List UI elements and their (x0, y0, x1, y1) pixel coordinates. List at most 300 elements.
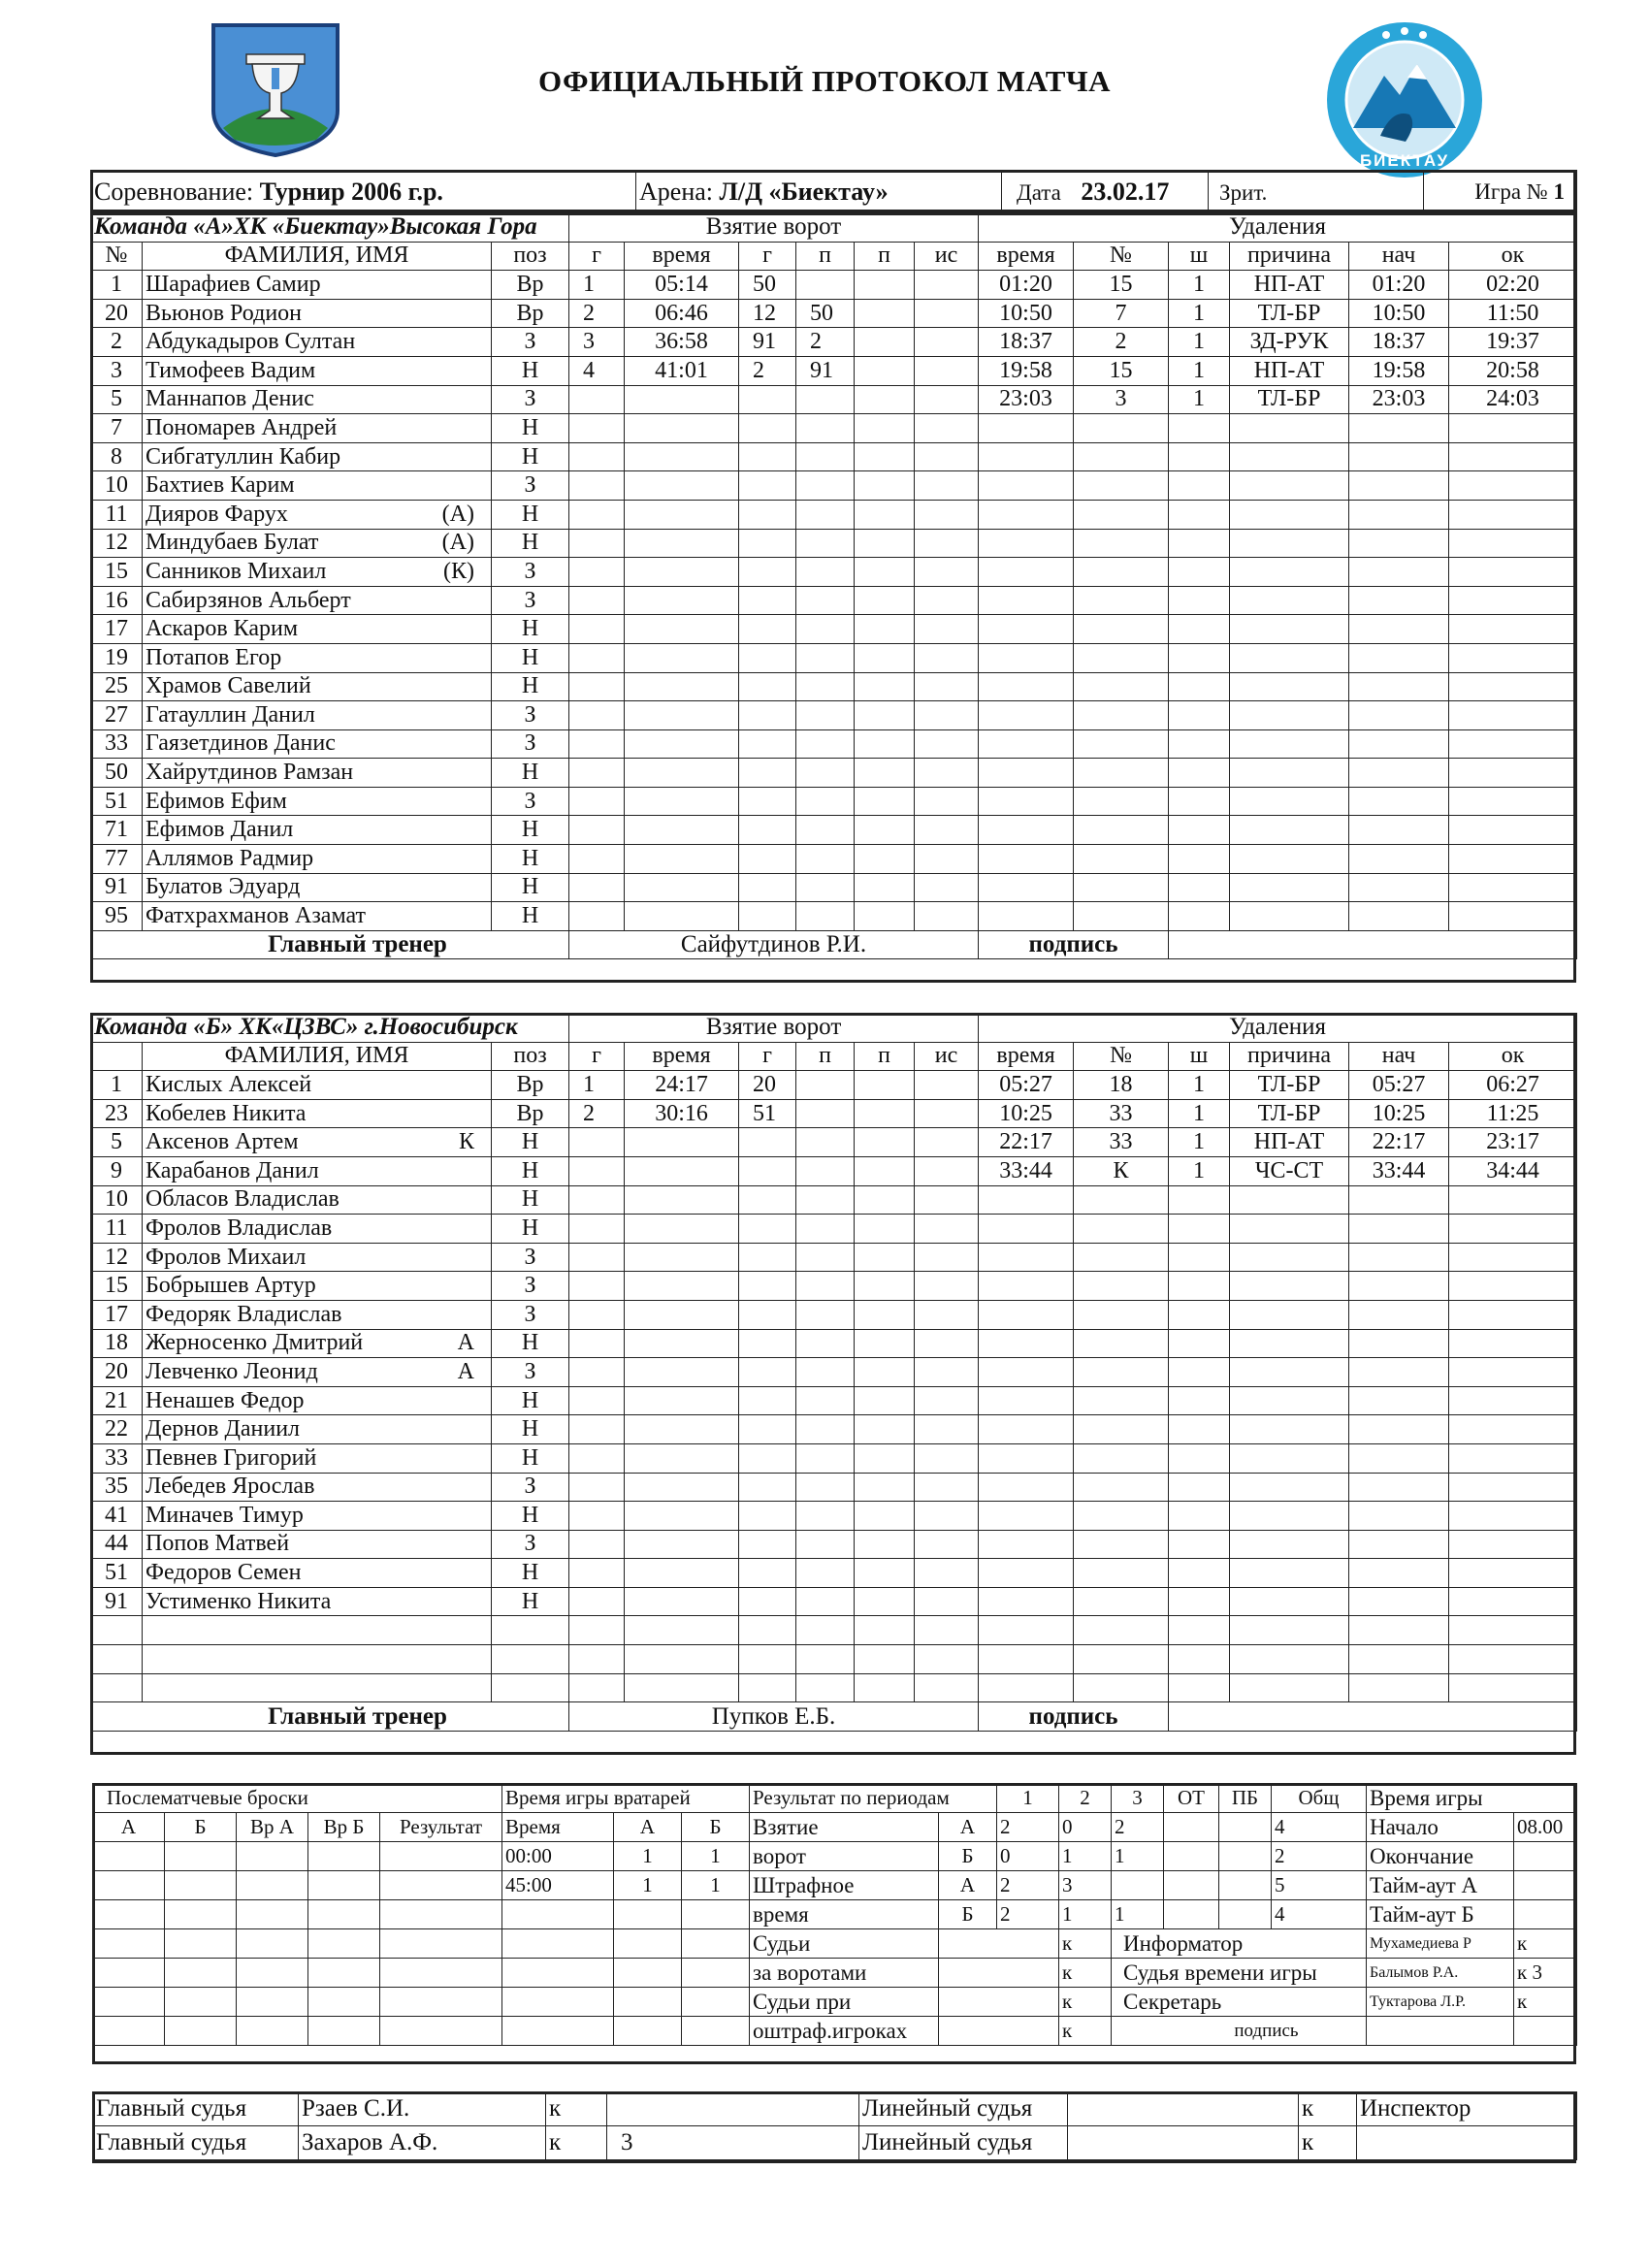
player-name (143, 759, 492, 788)
penalty-cell (1349, 500, 1449, 529)
player-position: З (492, 1530, 569, 1559)
player-name (143, 500, 492, 529)
goal-cell (569, 845, 625, 874)
goal-cell (796, 672, 855, 701)
penalty-cell (1449, 816, 1577, 845)
goal-cell (739, 1530, 796, 1559)
player-row (91, 1386, 1577, 1415)
goals-header: Взятие ворот (569, 1014, 979, 1043)
team-a-sign-label: подпись (979, 930, 1169, 959)
player-name (143, 1156, 492, 1185)
penalty-cell (1449, 500, 1577, 529)
goal-cell (625, 1128, 739, 1157)
penalty-cell: 18 (1074, 1071, 1169, 1100)
goal-cell (625, 787, 739, 816)
player-position: Н (492, 356, 569, 385)
player-name (143, 1128, 492, 1157)
goal-cell (915, 1329, 979, 1358)
penalty-cell: 34:44 (1449, 1156, 1577, 1185)
pen-team-b: Б (939, 1900, 997, 1929)
goal-cell: 41:01 (625, 356, 739, 385)
player-row (91, 1243, 1577, 1272)
penalty-cell (1349, 615, 1449, 644)
penalty-cell (979, 1386, 1074, 1415)
shootout-cell (237, 1871, 308, 1900)
team-b-title: Команда «Б» ХК«ЦЗВС» г.Новосибирск (91, 1014, 569, 1043)
goal-judges-label: Судьи (750, 1929, 939, 1959)
goal-cell (739, 500, 796, 529)
goal-cell (915, 873, 979, 902)
goal-cell (915, 701, 979, 730)
goal-cell (855, 299, 915, 328)
goal-cell (625, 529, 739, 558)
player-position: З (492, 586, 569, 615)
goal-cell (855, 529, 915, 558)
player-name-text: Пономарев Андрей (146, 414, 338, 440)
goal-cell (739, 672, 796, 701)
penalty-cell (1349, 845, 1449, 874)
penalty-cell (1449, 701, 1577, 730)
penalty-cell: 1 (1169, 356, 1230, 385)
player-number: 12 (91, 529, 143, 558)
shootout-cell (93, 1959, 165, 1988)
goal-cell (739, 1185, 796, 1215)
goal-cell (915, 902, 979, 931)
goal-cell (625, 1645, 739, 1674)
team-b-coach-name: Пупков Е.Б. (569, 1702, 979, 1732)
penalty-cell: 1 (1169, 328, 1230, 357)
player-name-text: Шарафиев Самир (146, 271, 321, 297)
player-name (143, 1358, 492, 1387)
shootout-col-gk-b: Вр Б (308, 1813, 380, 1842)
goal-cell (625, 1156, 739, 1185)
goal-cell (625, 558, 739, 587)
goal-cell: 4 (569, 356, 625, 385)
player-name (143, 1071, 492, 1100)
pen-team-a: А (939, 1871, 997, 1900)
goal-cell (796, 1587, 855, 1616)
player-position: Н (492, 1156, 569, 1185)
col-pen-min: ш (1169, 1042, 1230, 1071)
col-assist-1: п (796, 242, 855, 271)
penalty-cell (979, 1185, 1074, 1215)
penalty-cell (1169, 1415, 1230, 1444)
player-name-text: Кобелев Никита (146, 1100, 307, 1126)
penalty-cell: НП-АТ (1230, 356, 1349, 385)
player-row (91, 672, 1577, 701)
player-name (143, 1502, 492, 1531)
player-name (143, 902, 492, 931)
date-cell: Дата 23.02.17 (1002, 171, 1209, 213)
player-name-text: Сибгатуллин Кабир (146, 443, 341, 470)
penalty-cell (1074, 672, 1169, 701)
penalty-cell (979, 471, 1074, 501)
goal-cell (796, 1645, 855, 1674)
col-situation: ис (915, 1042, 979, 1071)
goal-cell (739, 385, 796, 414)
shootout-cell (165, 1900, 237, 1929)
goal-cell (796, 471, 855, 501)
penalty-cell (979, 873, 1074, 902)
player-number: 71 (91, 816, 143, 845)
goal-cell (855, 1358, 915, 1387)
player-name (143, 643, 492, 672)
goal-cell (855, 558, 915, 587)
player-row (91, 442, 1577, 471)
penalty-cell: 1 (1169, 271, 1230, 300)
goal-cell (569, 729, 625, 759)
player-row (91, 529, 1577, 558)
penalty-cell (1169, 442, 1230, 471)
goal-cell (796, 1185, 855, 1215)
game-time-table: Время игры Начало 08.00 Окончание Тайм-аут А Тайм-аут Б Мухамедиева Р к Балымов Р.А. к 3 Туктарова Л.Р. к (1366, 1783, 1577, 2046)
player-name (143, 787, 492, 816)
goal-cell (796, 1443, 855, 1473)
player-row (91, 1272, 1577, 1301)
penalty-cell (1230, 1300, 1349, 1329)
shootout-col-gk-a: Вр А (237, 1813, 308, 1842)
penalty-cell (1169, 1329, 1230, 1358)
goal-cell (739, 1645, 796, 1674)
shootout-table (92, 1783, 502, 2046)
col-pos: поз (492, 242, 569, 271)
goal-cell (739, 1215, 796, 1244)
goal-cell (915, 1386, 979, 1415)
goal-cell (915, 1071, 979, 1100)
col-goal-no: г (569, 1042, 625, 1071)
goal-cell (569, 787, 625, 816)
goalie-col-time: Время (502, 1813, 614, 1842)
player-number: 17 (91, 1300, 143, 1329)
penalty-cell (1449, 1645, 1577, 1674)
penalty-cell: 10:50 (1349, 299, 1449, 328)
penalty-cell (1230, 1616, 1349, 1645)
goal-cell (855, 1156, 915, 1185)
goal-cell (915, 816, 979, 845)
penalty-cell: 33:44 (979, 1156, 1074, 1185)
penalty-cell (1074, 1272, 1169, 1301)
inspector-label: Инспектор (1357, 2092, 1577, 2126)
goal-cell (569, 1185, 625, 1215)
player-number: 51 (91, 1559, 143, 1588)
goal-cell: 91 (739, 328, 796, 357)
penalty-cell (1449, 471, 1577, 501)
penalty-cell (1349, 1473, 1449, 1502)
goal-cell (569, 471, 625, 501)
goal-cell (796, 1071, 855, 1100)
goal-cell (739, 558, 796, 587)
penalty-cell (1074, 1415, 1169, 1444)
penalty-cell: 1 (1169, 1071, 1230, 1100)
penalty-cell (1449, 1473, 1577, 1502)
goal-cell (855, 1415, 915, 1444)
col-pos: поз (492, 1042, 569, 1071)
player-position: Н (492, 902, 569, 931)
goal-cell (915, 1185, 979, 1215)
goal-cell (855, 586, 915, 615)
captain-mark: А (457, 1358, 474, 1384)
goal-cell (855, 1645, 915, 1674)
player-name-text: Миначев Тимур (146, 1502, 304, 1528)
penalty-cell (979, 1673, 1074, 1702)
goal-cell (739, 1300, 796, 1329)
player-row (91, 1156, 1577, 1185)
goal-cell (796, 845, 855, 874)
player-name (143, 1185, 492, 1215)
goal-cell (739, 873, 796, 902)
goal-cell (739, 1243, 796, 1272)
goal-cell (739, 1443, 796, 1473)
penalty-cell (1230, 729, 1349, 759)
player-position: Н (492, 1443, 569, 1473)
penalty-cell (979, 759, 1074, 788)
period-col-ot: ОТ (1164, 1784, 1219, 1813)
goal-cell (625, 1358, 739, 1387)
player-number: 95 (91, 902, 143, 931)
goal-cell (915, 471, 979, 501)
goal-cell (739, 816, 796, 845)
goal-cell (915, 1502, 979, 1531)
penalty-cell (1169, 1443, 1230, 1473)
secretary-name: Туктарова Л.Р. (1367, 1988, 1514, 2017)
penalty-cell (979, 1272, 1074, 1301)
goal-cell (915, 1128, 979, 1157)
player-position: Н (492, 442, 569, 471)
player-number: 19 (91, 643, 143, 672)
goal-cell (796, 873, 855, 902)
shootout-cell (93, 1842, 165, 1871)
player-name (143, 1329, 492, 1358)
goal-cell (796, 902, 855, 931)
col-assist-1: п (796, 1042, 855, 1071)
shootout-row (93, 1900, 502, 1929)
player-row (91, 500, 1577, 529)
player-position: Н (492, 845, 569, 874)
player-name-text: Левченко Леонид (146, 1358, 318, 1384)
penalty-cell (1449, 672, 1577, 701)
goal-cell: 50 (796, 299, 855, 328)
player-number: 51 (91, 787, 143, 816)
goal-cell (625, 1415, 739, 1444)
goal-cell (569, 1300, 625, 1329)
penalty-cell (1169, 1530, 1230, 1559)
goal-cell (796, 1502, 855, 1531)
player-number: 3 (91, 356, 143, 385)
player-number: 44 (91, 1530, 143, 1559)
goal-cell (855, 356, 915, 385)
period-col-total: Общ (1272, 1784, 1367, 1813)
player-name-text: Бахтиев Карим (146, 472, 295, 499)
goal-cell (915, 1587, 979, 1616)
player-name (143, 1215, 492, 1244)
goal-cell (569, 1386, 625, 1415)
col-scorer: г (739, 1042, 796, 1071)
goals-team-a: А (939, 1813, 997, 1842)
goal-cell (915, 385, 979, 414)
goal-cell (796, 1243, 855, 1272)
col-goal-no: г (569, 242, 625, 271)
goal-cell (855, 729, 915, 759)
penalty-cell: 1 (1169, 1156, 1230, 1185)
player-number: 11 (91, 1215, 143, 1244)
penalty-cell (1169, 1272, 1230, 1301)
penalty-cell (1449, 529, 1577, 558)
player-name (143, 1587, 492, 1616)
penalty-cell (1449, 1673, 1577, 1702)
goal-judge-k: к (1059, 1929, 1112, 1959)
goal-cell (569, 1616, 625, 1645)
goal-cell (569, 1215, 625, 1244)
player-position: Н (492, 672, 569, 701)
shootout-row (93, 1871, 502, 1900)
penalty-cell (979, 787, 1074, 816)
goal-cell (625, 1530, 739, 1559)
start-value: 08.00 (1514, 1813, 1577, 1842)
goal-cell (796, 1473, 855, 1502)
goal-cell (739, 729, 796, 759)
penalty-cell (979, 1215, 1074, 1244)
penalty-cell (1449, 1415, 1577, 1444)
penalty-cell (1074, 816, 1169, 845)
player-number: 41 (91, 1502, 143, 1531)
penalty-cell: 15 (1074, 356, 1169, 385)
penalty-cell (1074, 586, 1169, 615)
penalties-header: Удаления (979, 213, 1577, 243)
player-name-text: Потапов Егор (146, 644, 282, 670)
player-position: З (492, 1473, 569, 1502)
player-name-text: Фролов Владислав (146, 1215, 333, 1241)
shootout-cell (237, 1842, 308, 1871)
penalty-cell: 19:58 (1349, 356, 1449, 385)
goal-cell (796, 643, 855, 672)
player-name-text: Ненашев Федор (146, 1387, 305, 1413)
penalty-cell (1169, 1215, 1230, 1244)
goal-cell (915, 787, 979, 816)
goal-cell (796, 787, 855, 816)
col-name: ФАМИЛИЯ, ИМЯ (143, 242, 492, 271)
player-name (143, 442, 492, 471)
linesman-label: Линейный судья (859, 2126, 1068, 2160)
shootout-row (93, 1929, 502, 1959)
goal-cell (569, 701, 625, 730)
officials-sign-label: подпись (1112, 2017, 1367, 2046)
player-row (91, 558, 1577, 587)
player-number (91, 1645, 143, 1674)
player-number: 22 (91, 1415, 143, 1444)
shootout-row (93, 2017, 502, 2046)
end-label: Окончание (1367, 1842, 1514, 1871)
goal-cell (569, 500, 625, 529)
player-position: Н (492, 759, 569, 788)
penalty-cell: 1 (1169, 385, 1230, 414)
goal-cell (625, 442, 739, 471)
player-name-text: Кислых Алексей (146, 1071, 312, 1097)
goal-cell (915, 442, 979, 471)
player-number: 1 (91, 1071, 143, 1100)
col-num: № (91, 242, 143, 271)
player-row (91, 1185, 1577, 1215)
penalty-cell (1230, 1530, 1349, 1559)
player-name (143, 1415, 492, 1444)
goal-cell (796, 816, 855, 845)
goal-cell (915, 1300, 979, 1329)
shootout-row (93, 1842, 502, 1871)
col-pen-reason: причина (1230, 242, 1349, 271)
penalty-cell (1449, 586, 1577, 615)
player-number (91, 1616, 143, 1645)
penalty-cell (1349, 672, 1449, 701)
goal-cell (915, 1645, 979, 1674)
player-name-text: Дияров Фарух (146, 501, 288, 527)
goal-cell (855, 615, 915, 644)
player-number: 15 (91, 558, 143, 587)
goal-cell (855, 1530, 915, 1559)
penalty-cell (1449, 1215, 1577, 1244)
player-name (143, 328, 492, 357)
penalty-cell (1349, 816, 1449, 845)
penalty-cell (1449, 615, 1577, 644)
referees-table: Главный судья Рзаев С.И. к Линейный судья к Инспектор Главный судья Захаров А.Ф. к 3 Линейный судья к (92, 2091, 1577, 2160)
penalty-cell (1349, 1502, 1449, 1531)
player-position: Н (492, 1215, 569, 1244)
penalty-cell (979, 902, 1074, 931)
player-row (91, 271, 1577, 300)
timekeeper-label: Судья времени игры (1112, 1959, 1367, 1988)
penalty-cell (1074, 1502, 1169, 1531)
goalie-col-a: А (614, 1813, 682, 1842)
player-name-text: Санников Михаил (146, 558, 327, 584)
penalty-cell (1169, 701, 1230, 730)
shootout-cell (237, 2017, 308, 2046)
penalty-cell (1169, 1473, 1230, 1502)
shootout-cell (380, 1871, 502, 1900)
captain-mark: (А) (441, 530, 474, 556)
penalty-cell (1074, 1358, 1169, 1387)
goal-cell (569, 672, 625, 701)
penalty-cell (1169, 1386, 1230, 1415)
goal-cell (915, 500, 979, 529)
goal-cell (625, 845, 739, 874)
player-number: 12 (91, 1243, 143, 1272)
shootout-header: Послематчевые броски (93, 1784, 502, 1813)
player-position (492, 1673, 569, 1702)
shootout-cell (237, 1900, 308, 1929)
team-b-sign (1169, 1702, 1577, 1732)
shootout-cell (165, 1988, 237, 2017)
goal-cell (625, 873, 739, 902)
goal-cell (855, 471, 915, 501)
goal-cell (739, 643, 796, 672)
player-position: З (492, 385, 569, 414)
player-number: 27 (91, 701, 143, 730)
team-b-table (90, 1013, 1577, 1732)
player-name-text: Фролов Михаил (146, 1244, 307, 1270)
player-number: 1 (91, 271, 143, 300)
goal-cell (796, 1099, 855, 1128)
goal-cell (855, 1300, 915, 1329)
penalty-cell (1074, 1215, 1169, 1244)
player-position: Н (492, 615, 569, 644)
player-name-text: Абдукадыров Султан (146, 329, 356, 355)
goal-cell (855, 845, 915, 874)
goal-cell (915, 615, 979, 644)
penalty-judges-label: Судьи при (750, 1988, 939, 2017)
goal-cell (739, 1386, 796, 1415)
captain-mark: (К) (443, 558, 474, 584)
goal-cell (915, 759, 979, 788)
goal-cell (915, 1156, 979, 1185)
player-position: Н (492, 1329, 569, 1358)
